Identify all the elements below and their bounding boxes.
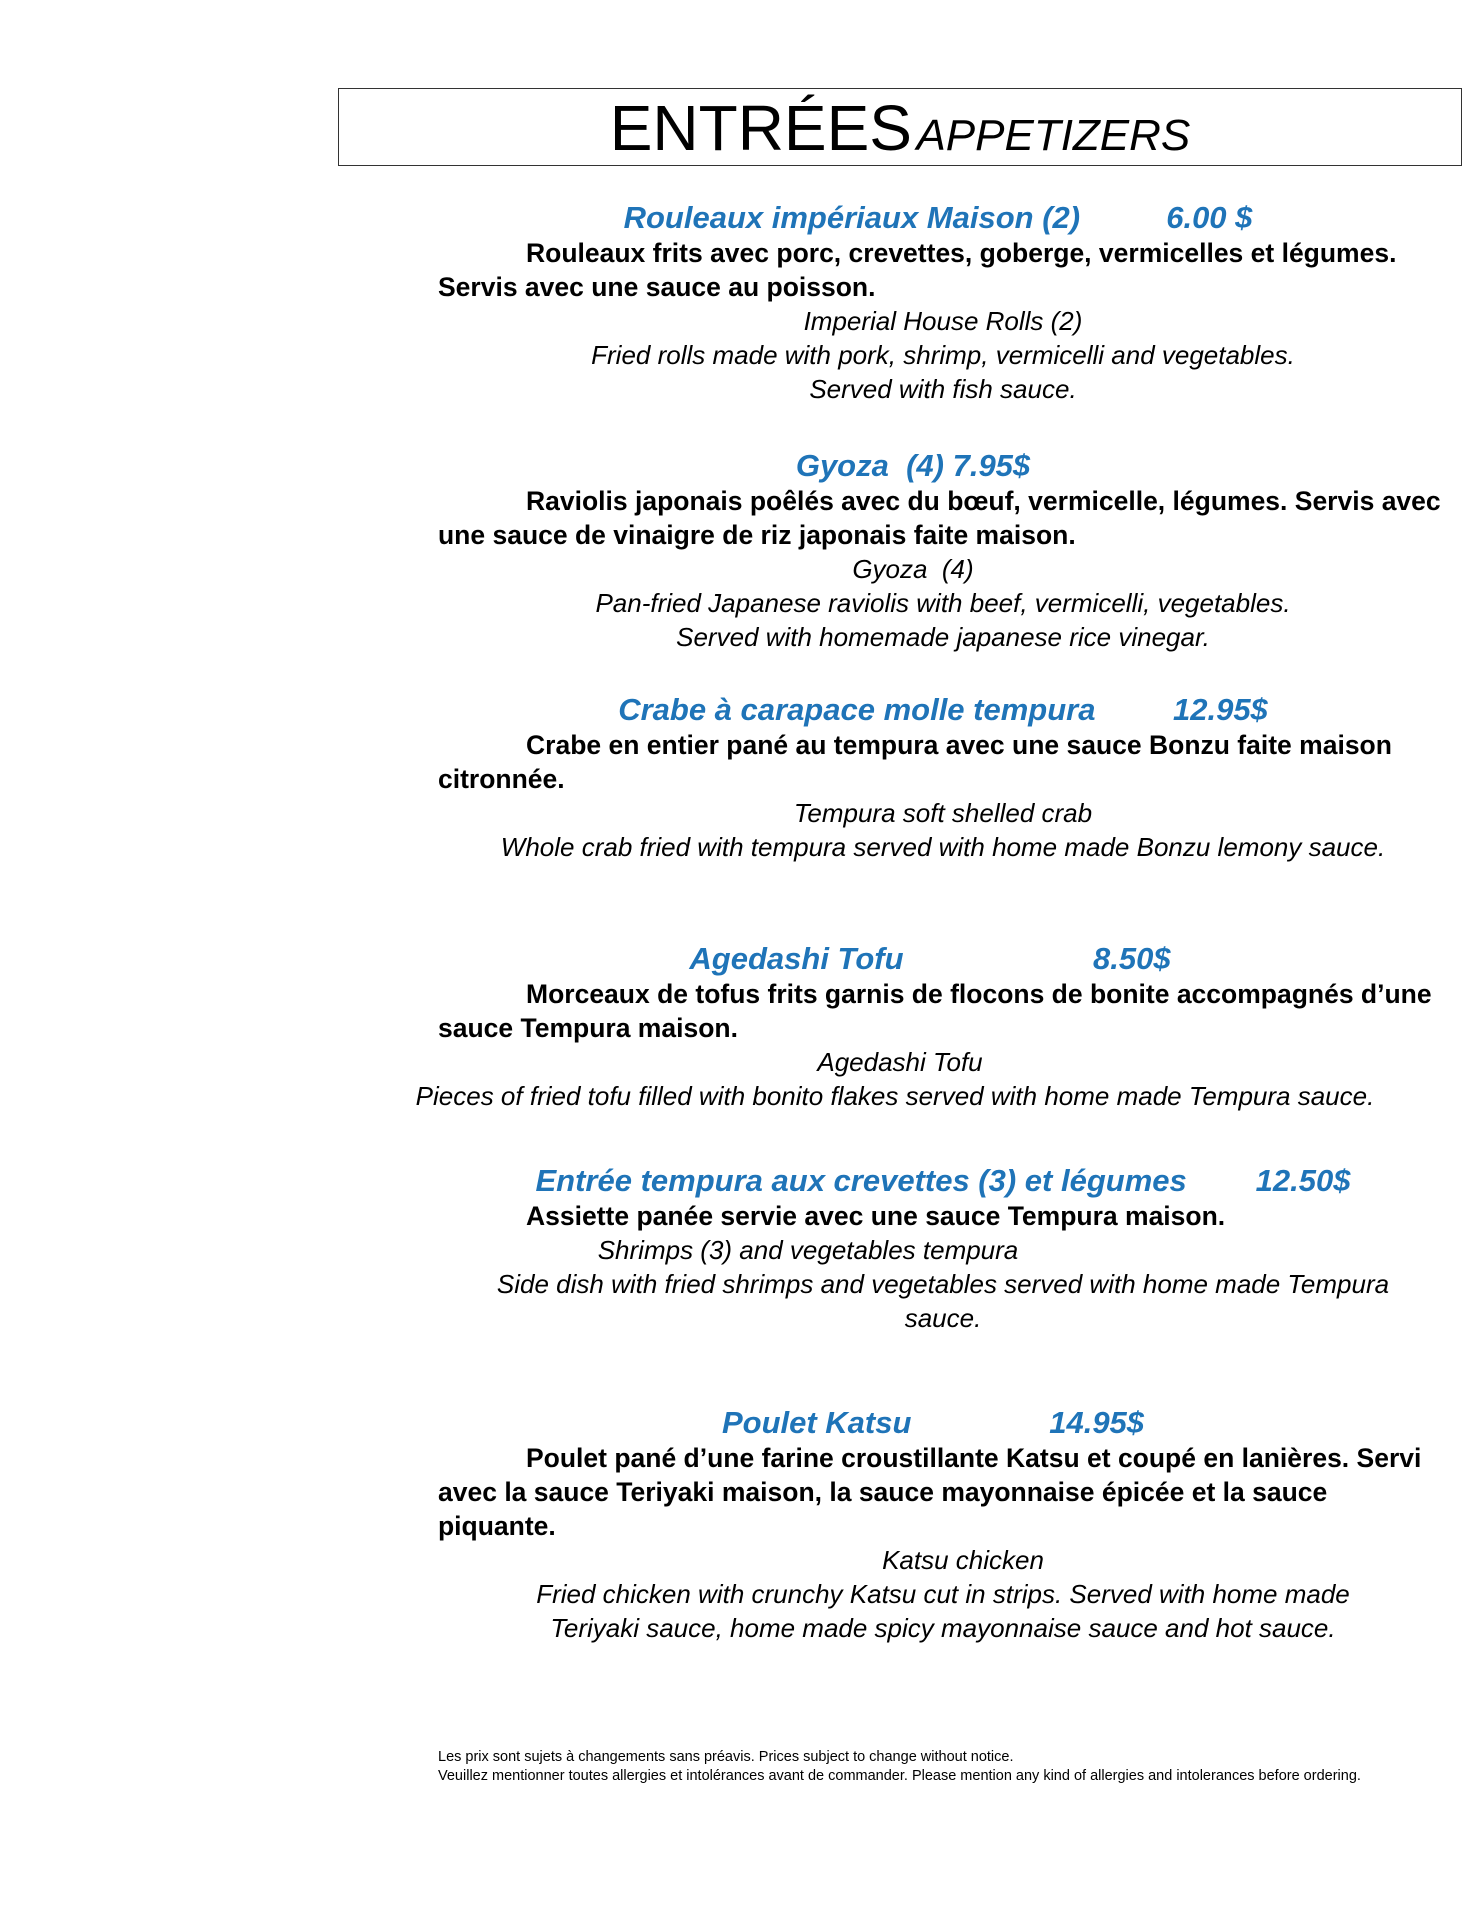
item-title: Entrée tempura aux crevettes (3) et légumes 12.50$ bbox=[535, 1163, 1351, 1198]
menu-footer-notice bbox=[438, 1748, 1418, 1786]
item-description-fr: Raviolis japonais poêlés avec du bœuf, vermicelle, légumes. Servis avec une sauce de vinaigre de riz japonais faite maison. bbox=[438, 486, 1441, 550]
item-name-en: Agedashi Tofu bbox=[817, 1047, 983, 1077]
item-description-en-line: Teriyaki sauce, home made spicy mayonnaise sauce and hot sauce. bbox=[550, 1613, 1336, 1643]
item-name-en: Shrimps (3) and vegetables tempura bbox=[597, 1235, 1019, 1265]
item-description-en-line: Whole crab fried with tempura served with home made Bonzu lemony sauce. bbox=[500, 832, 1386, 862]
allergy-notice: Veuillez mentionner toutes allergies et intolérances avant de commander. Please mention any kind of allergies and intolerances before ordering. bbox=[438, 1768, 1361, 1784]
item-title: Rouleaux impériaux Maison (2) 6.00 $ bbox=[623, 200, 1253, 235]
item-name-en: Gyoza (4) bbox=[852, 554, 974, 584]
item-title: Crabe à carapace molle tempura 12.95$ bbox=[618, 692, 1268, 727]
item-description-en-line: sauce. bbox=[904, 1303, 982, 1333]
item-description-en-line: Pieces of fried tofu filled with bonito flakes served with home made Tempura sauce. bbox=[415, 1081, 1375, 1111]
item-description-en-line: Served with homemade japanese rice vinegar. bbox=[676, 622, 1210, 652]
section-title-en: APPETIZERS bbox=[916, 111, 1191, 160]
item-description-fr: Crabe en entier pané au tempura avec une sauce Bonzu faite maison citronnée. bbox=[438, 730, 1392, 794]
item-name-en: Tempura soft shelled crab bbox=[793, 798, 1093, 828]
menu-item-soft-shell-crab bbox=[438, 692, 1448, 864]
item-description-fr: Assiette panée servie avec une sauce Tempura maison. bbox=[526, 1201, 1226, 1231]
item-name-en: Imperial House Rolls (2) bbox=[803, 306, 1083, 336]
price-notice: Les prix sont sujets à changements sans préavis. Prices subject to change without notice. bbox=[438, 1749, 1014, 1765]
item-title: Poulet Katsu 14.95$ bbox=[721, 1405, 1145, 1440]
item-description-fr: Rouleaux frits avec porc, crevettes, goberge, vermicelles et légumes. Servis avec une sauce au poisson. bbox=[438, 238, 1397, 302]
menu-item-shrimp-tempura bbox=[438, 1163, 1448, 1335]
item-title: Agedashi Tofu 8.50$ bbox=[689, 941, 1171, 976]
item-name-en: Katsu chicken bbox=[882, 1545, 1044, 1575]
menu-item-imperial-rolls bbox=[438, 200, 1448, 406]
item-description-en-line: Pan-fried Japanese raviolis with beef, vermicelli, vegetables. bbox=[595, 588, 1291, 618]
menu-item-agedashi-tofu bbox=[338, 941, 1462, 1113]
item-description-en-line: Served with fish sauce. bbox=[809, 374, 1077, 404]
item-description-en-line: Fried chicken with crunchy Katsu cut in strips. Served with home made bbox=[536, 1579, 1350, 1609]
menu-item-gyoza bbox=[438, 448, 1448, 654]
menu-section-header bbox=[338, 88, 1462, 166]
item-description-en-line: Side dish with fried shrimps and vegetables served with home made Tempura bbox=[496, 1269, 1390, 1299]
menu-item-katsu-chicken bbox=[438, 1405, 1448, 1645]
item-description-fr: Morceaux de tofus frits garnis de flocons de bonite accompagnés d’une sauce Tempura maison. bbox=[438, 979, 1432, 1043]
section-title-fr: ENTRÉES bbox=[609, 92, 912, 164]
item-description-en-line: Fried rolls made with pork, shrimp, vermicelli and vegetables. bbox=[591, 340, 1295, 370]
item-description-fr: Poulet pané d’une farine croustillante Katsu et coupé en lanières. Servi avec la sauce Teriyaki maison, la sauce mayonnaise épicée et la sauce piquante. bbox=[438, 1443, 1422, 1541]
item-title: Gyoza (4) 7.95$ bbox=[795, 448, 1031, 483]
